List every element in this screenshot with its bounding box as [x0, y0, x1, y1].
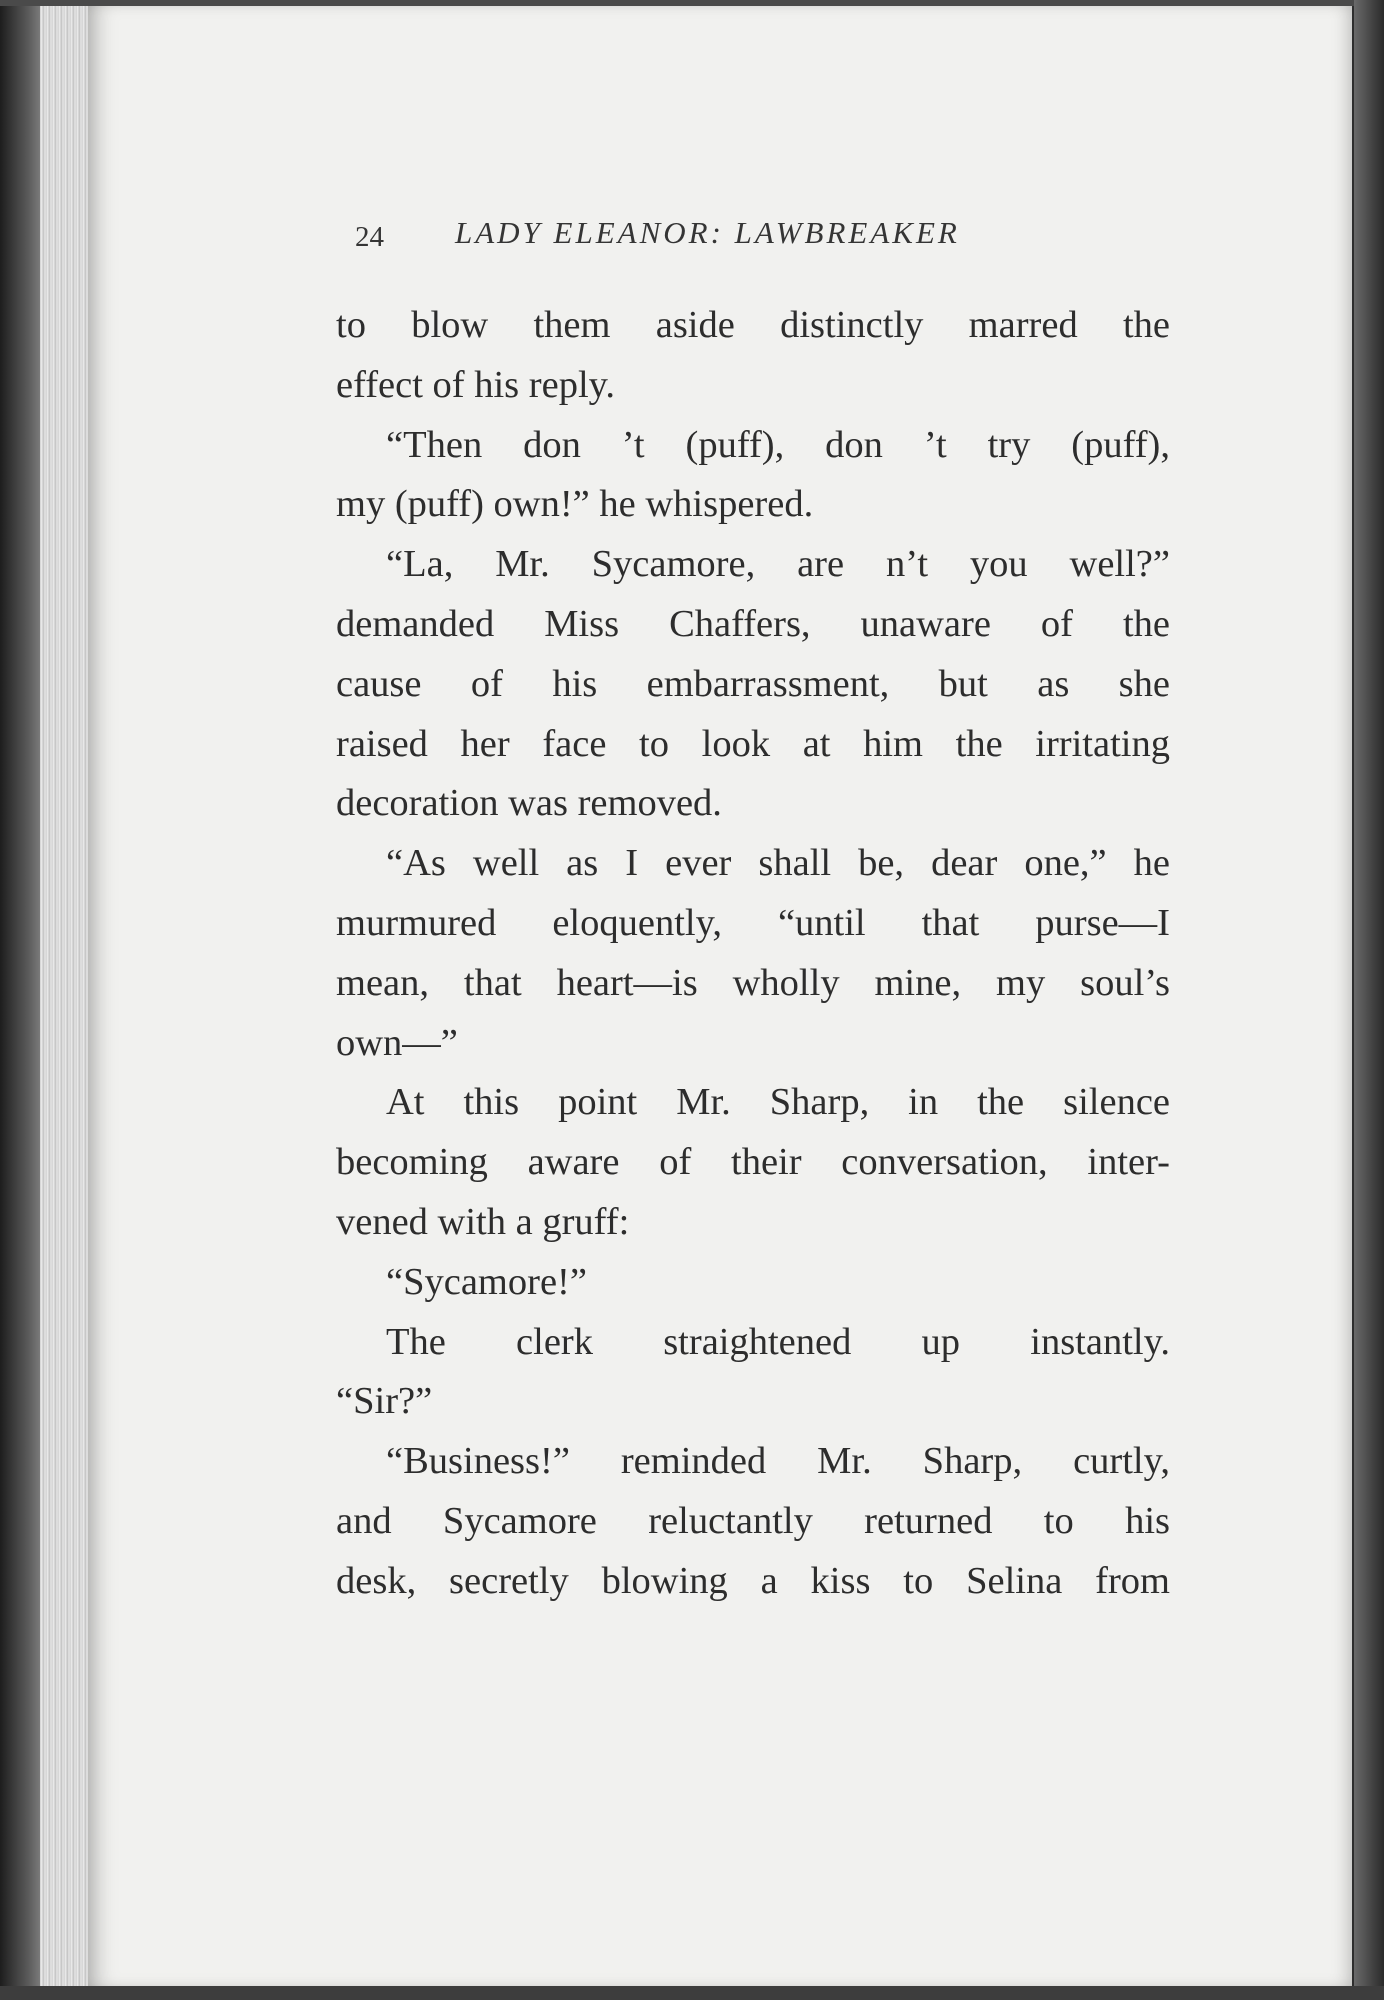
text-line: demanded Miss Chaffers, unaware of the	[336, 602, 1170, 645]
page-body-text	[336, 296, 1170, 1612]
text-line: desk, secretly blowing a kiss to Selina from	[336, 1559, 1170, 1602]
page-edges	[40, 0, 92, 2000]
text-line: decoration was removed.	[336, 782, 722, 825]
text-line: effect of his reply.	[336, 363, 616, 406]
book-spine	[0, 0, 40, 2000]
text-line: “Business!” reminded Mr. Sharp, curtly,	[386, 1440, 1170, 1483]
text-line: “Then don ’t (puff), don ’t try (puff),	[386, 423, 1170, 466]
scan-right-border	[1354, 0, 1384, 2000]
text-line: “Sycamore!”	[386, 1260, 587, 1303]
text-line: to blow them aside distinctly marred the	[336, 304, 1170, 346]
running-header	[355, 215, 1075, 259]
page-number: 24	[355, 221, 384, 253]
text-line: At this point Mr. Sharp, in the silence	[386, 1081, 1170, 1124]
text-line: vened with a gruff:	[336, 1200, 630, 1243]
text-line: becoming aware of their conversation, inter-	[336, 1141, 1170, 1184]
text-line: “La, Mr. Sycamore, are n’t you well?”	[386, 543, 1170, 586]
text-line: my (puff) own!” he whispered.	[336, 483, 814, 526]
text-line: murmured eloquently, “until that purse—I	[336, 901, 1170, 944]
text-line: cause of his embarrassment, but as she	[336, 662, 1170, 705]
scan-bottom-border	[0, 1986, 1384, 2000]
text-line: “Sir?”	[336, 1380, 433, 1423]
text-line: “As well as I ever shall be, dear one,” he	[386, 842, 1170, 885]
text-line: mean, that heart—is wholly mine, my soul’s	[336, 961, 1170, 1004]
text-line: and Sycamore reluctantly returned to his	[336, 1499, 1170, 1542]
text-line: own—”	[336, 1021, 458, 1064]
text-line: The clerk straightened up instantly.	[386, 1320, 1170, 1363]
text-line: raised her face to look at him the irritating	[336, 722, 1170, 765]
running-title: LADY ELEANOR: LAWBREAKER	[455, 215, 960, 250]
